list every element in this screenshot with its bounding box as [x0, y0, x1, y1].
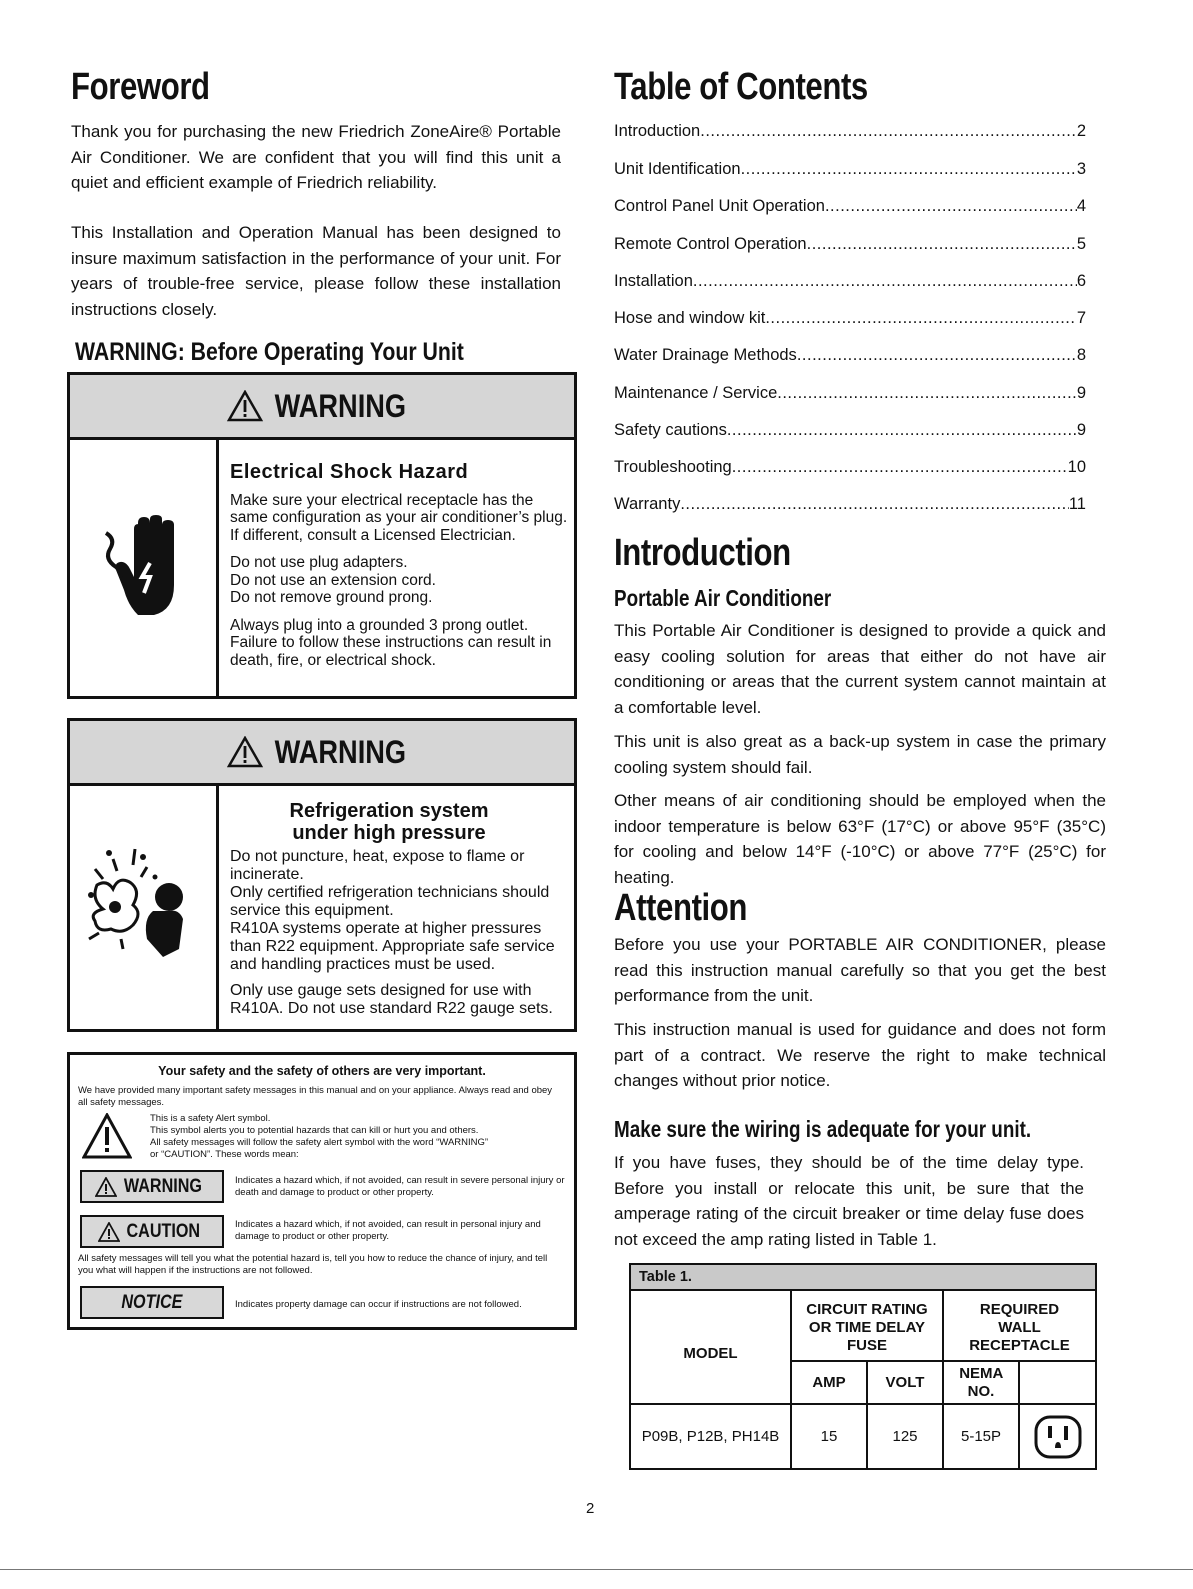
warning-header: WARNING [70, 375, 574, 440]
toc-leader-dots [741, 160, 1077, 179]
toc-item [614, 495, 1086, 514]
toc-item-label: Introduction [614, 122, 701, 140]
toc-item-label: Installation [614, 272, 693, 290]
cell-nema: 5-15P [960, 1428, 1002, 1445]
alert-triangle-icon [227, 390, 263, 422]
attention-paragraph-1: Before you use your PORTABLE AIR CONDITIONER, please read this instruction manual carefully so that you get the best performance from the unit. [614, 935, 1106, 1005]
electrical-paragraph-1: Make sure your electrical receptacle has the same configuration as your air conditioner’s plug. If different, consult a Licensed Electrician. [230, 491, 568, 544]
header-volt: VOLT [885, 1374, 925, 1391]
toc-item [614, 122, 1086, 141]
safety-title: Your safety and the safety of others are very important. [158, 1064, 486, 1078]
alert-line-3: All safety messages will follow the safety alert symbol with the word “WARNING” [150, 1137, 489, 1148]
header-required-receptacle: REQUIRED WALL RECEPTACLE [969, 1300, 1070, 1354]
notice-description: Indicates property damage can occur if instructions are not followed. [235, 1299, 522, 1310]
foreword-title: Foreword [71, 66, 210, 108]
toc-item [614, 160, 1086, 179]
toc-leader-dots [680, 495, 1069, 514]
toc-item-label: Control Panel Unit Operation [614, 197, 825, 215]
toc-item-page: 3 [1076, 160, 1086, 178]
toc-item [614, 197, 1086, 216]
warning-header: WARNING [70, 721, 574, 786]
alert-triangle-icon [227, 736, 263, 768]
toc-leader-dots [727, 421, 1077, 440]
cell-amp: 15 [820, 1428, 838, 1445]
introduction-title: Introduction [614, 532, 791, 574]
refrigeration-paragraph-1: Do not puncture, heat, expose to flame or incinerate. [230, 848, 525, 883]
toc-item-label: Maintenance / Service [614, 384, 778, 402]
introduction-paragraph-2: This unit is also great as a back-up system in case the primary cooling system should fail. [614, 732, 1106, 777]
toc-item-label: Remote Control Operation [614, 235, 807, 253]
toc-item-page: 6 [1076, 272, 1086, 290]
toc-item-page: 10 [1067, 458, 1086, 476]
toc-item [614, 384, 1086, 403]
toc-item-page: 7 [1076, 309, 1086, 327]
header-amp: AMP [812, 1374, 846, 1391]
table-caption: Table 1. [639, 1269, 692, 1285]
header-nema: NEMA NO. [959, 1364, 1004, 1400]
toc-item-label: Safety cautions [614, 421, 727, 439]
toc-item-label: Water Drainage Methods [614, 346, 797, 364]
caution-signal-label: CAUTION [80, 1215, 224, 1248]
electrical-hazard-heading: Electrical Shock Hazard [230, 461, 469, 483]
warning-description: Indicates a hazard which, if not avoided, can result in severe personal injury or death and damage to product or other property. [235, 1175, 565, 1198]
toc-leader-dots [693, 272, 1077, 291]
refrigeration-heading-1: Refrigeration system [289, 800, 489, 822]
toc-item-page: 9 [1076, 421, 1086, 439]
safety-messages-note: All safety messages will tell you what the potential hazard is, tell you how to reduce the chance of injury, and tell you what will happen if the instructions are not followed. [78, 1253, 548, 1276]
toc-item [614, 309, 1086, 328]
refrigeration-paragraph-2: Only certified refrigeration technicians should service this equipment. [230, 884, 550, 919]
toc-leader-dots [732, 458, 1068, 477]
toc-leader-dots [777, 384, 1077, 403]
foreword-paragraph-2: This Installation and Operation Manual has been designed to insure maximum satisfaction in the performance of your unit. For years of trouble-free service, please follow these installation instructions closely. [71, 223, 561, 319]
alert-line-1: This is a safety Alert symbol. [150, 1113, 271, 1124]
toc-item [614, 421, 1086, 440]
toc-leader-dots [825, 197, 1077, 216]
toc-item-label: Troubleshooting [614, 458, 732, 476]
electrical-line-a: Do not use plug adapters. [230, 554, 408, 571]
alert-triangle-icon [98, 1222, 120, 1242]
toc-item-page: 5 [1076, 235, 1086, 253]
toc-item [614, 235, 1086, 254]
electrical-line-c: Do not remove ground prong. [230, 589, 433, 606]
caution-description: Indicates a hazard which, if not avoided, can result in personal injury and damage to product or other property. [235, 1219, 541, 1242]
explosion-hazard-icon [70, 786, 219, 1032]
electrical-paragraph-3: Always plug into a grounded 3 prong outlet. Failure to follow these instructions can result in death, fire, or electrical shock. [230, 616, 552, 669]
header-model: MODEL [683, 1344, 738, 1362]
outlet-icon [1020, 1405, 1095, 1468]
toc-item-page: 9 [1076, 384, 1086, 402]
toc-leader-dots [807, 235, 1077, 254]
electrical-warning-box [67, 372, 577, 699]
safety-info-box [67, 1052, 577, 1330]
toc-leader-dots [700, 122, 1077, 141]
attention-paragraph-2: This instruction manual is used for guidance and does not form part of a contract. We reserve the right to make technical changes without prior notice. [614, 1020, 1106, 1090]
toc-leader-dots [765, 309, 1076, 328]
refrigeration-paragraph-3: R410A systems operate at higher pressures than R22 equipment. Appropriate safe service and handling practices must be used. [230, 920, 555, 973]
refrigeration-heading-2: under high pressure [292, 822, 486, 844]
foreword-paragraph-1: Thank you for purchasing the new Friedrich ZoneAire® Portable Air Conditioner. We are confident that you will find this unit a quiet and efficient example of Friedrich reliability. [71, 122, 561, 192]
toc-item-label: Warranty [614, 495, 681, 513]
page-number: 2 [586, 1500, 595, 1517]
toc-item-page: 8 [1076, 346, 1086, 364]
electrical-line-b: Do not use an extension cord. [230, 571, 436, 589]
attention-title: Attention [614, 887, 748, 929]
cell-volt: 125 [892, 1428, 918, 1445]
notice-signal-label: NOTICE [80, 1286, 224, 1319]
cell-model: P09B, P12B, PH14B [641, 1428, 780, 1445]
safety-intro: We have provided many important safety messages in this manual and on your appliance. Always read and obey all safety messages. [78, 1085, 553, 1108]
toc-item [614, 458, 1086, 477]
wiring-paragraph: If you have fuses, they should be of the time delay type. Before you install or relocate this unit, be sure that the amperage rating of the circuit breaker or time delay fuse does not exceed the amp rating listed in Table 1. [614, 1153, 1084, 1249]
bottom-rule [0, 1569, 1193, 1570]
table-1 [629, 1263, 1097, 1470]
alert-line-2: This symbol alerts you to potential hazards that can kill or hurt you and others. [150, 1125, 479, 1136]
alert-triangle-icon [95, 1177, 117, 1197]
toc-item-page: 2 [1076, 122, 1086, 140]
introduction-subtitle: Portable Air Conditioner [614, 585, 832, 611]
warning-section-title: WARNING: Before Operating Your Unit [75, 338, 464, 366]
introduction-paragraph-1: This Portable Air Conditioner is designed to provide a quick and easy cooling solution for areas that either do not have air conditioning or areas that the current system cannot maintain at a comfortable level. [614, 621, 1106, 717]
toc-item [614, 272, 1086, 291]
toc-item-page: 4 [1076, 197, 1086, 215]
toc-item-label: Hose and window kit [614, 309, 766, 327]
introduction-paragraph-3: Other means of air conditioning should be employed when the indoor temperature is below 63°F (17°C) or above 95°F (35°C) for cooling and below 14°F (-10°C) or above 77°F (25°C) for heating. [614, 791, 1106, 887]
alert-line-4: or “CAUTION”. These words mean: [150, 1149, 299, 1160]
safety-alert-icon [82, 1113, 132, 1159]
header-circuit-rating: CIRCUIT RATING OR TIME DELAY FUSE [806, 1300, 928, 1354]
toc-leader-dots [797, 346, 1077, 365]
toc-item-page: 11 [1068, 495, 1086, 513]
toc-title: Table of Contents [614, 66, 868, 108]
refrigeration-paragraph-4: Only use gauge sets designed for use with R410A. Do not use standard R22 gauge sets. [230, 982, 553, 1017]
warning-signal-label: WARNING [80, 1170, 224, 1203]
refrigeration-warning-box [67, 718, 577, 1032]
toc-item-label: Unit Identification [614, 160, 741, 178]
electric-shock-hand-icon [70, 440, 219, 699]
toc-item [614, 346, 1086, 365]
wiring-title: Make sure the wiring is adequate for your unit. [614, 1116, 1032, 1142]
